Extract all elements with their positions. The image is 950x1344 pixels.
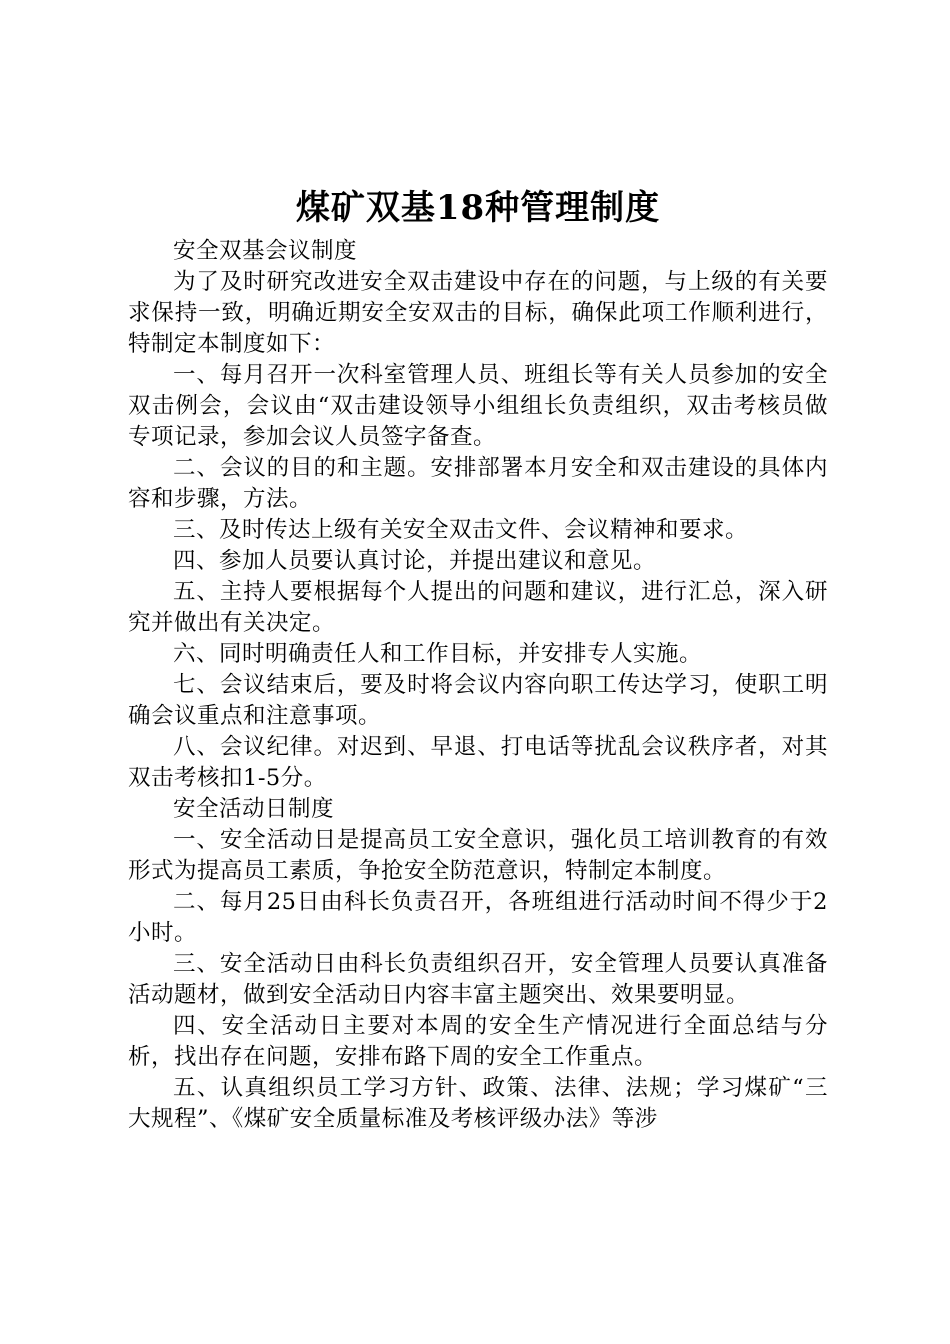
paragraph: 四、参加人员要认真讨论，并提出建议和意见。	[173, 548, 657, 574]
paragraph: 七、会议结束后，要及时将会议内容向职工传达学习，使职工明确会议重点和注意事项。	[128, 672, 828, 729]
paragraph: 五、认真组织员工学习方针、政策、法律、法规；学习煤矿“三大规程”、《煤矿安全质量标准及考核评级办法》等涉	[128, 1075, 828, 1132]
paragraph: 安全双基会议制度	[173, 238, 358, 264]
paragraph: 三、安全活动日由科长负责组织召开，安全管理人员要认真准备活动题材，做到安全活动日内容丰富主题突出、效果要明显。	[128, 951, 828, 1008]
paragraph: 三、及时传达上级有关安全双击文件、会议精神和要求。	[173, 517, 749, 543]
paragraph: 八、会议纪律。对迟到、早退、打电话等扰乱会议秩序者，对其双击考核扣1-5分。	[128, 734, 828, 791]
paragraph: 一、每月召开一次科室管理人员、班组长等有关人员参加的安全双击例会，会议由“双击建设领导小组组长负责组织，双击考核员做专项记录，参加会议人员签字备查。	[128, 362, 828, 450]
paragraph: 为了及时研究改进安全双击建设中存在的问题，与上级的有关要求保持一致，明确近期安全安双击的目标，确保此项工作顺利进行，特制定本制度如下：	[128, 269, 828, 357]
paragraph: 二、会议的目的和主题。安排部署本月安全和双击建设的具体内容和步骤，方法。	[128, 455, 828, 512]
document-page	[128, 180, 828, 1135]
document-title: 煤矿双基18种管理制度	[295, 188, 661, 228]
paragraph: 四、安全活动日主要对本周的安全生产情况进行全面总结与分析，找出存在问题，安排布路下周的安全工作重点。	[128, 1013, 828, 1070]
paragraph: 五、主持人要根据每个人提出的问题和建议，进行汇总，深入研究并做出有关决定。	[128, 579, 828, 636]
paragraph: 安全活动日制度	[173, 796, 335, 822]
paragraph: 二、每月25日由科长负责召开，各班组进行活动时间不得少于2小时。	[128, 889, 828, 946]
paragraph: 六、同时明确责任人和工作目标，并安排专人实施。	[173, 641, 703, 667]
paragraph: 一、安全活动日是提高员工安全意识，强化员工培训教育的有效形式为提高员工素质，争抢安全防范意识，特制定本制度。	[128, 827, 828, 884]
